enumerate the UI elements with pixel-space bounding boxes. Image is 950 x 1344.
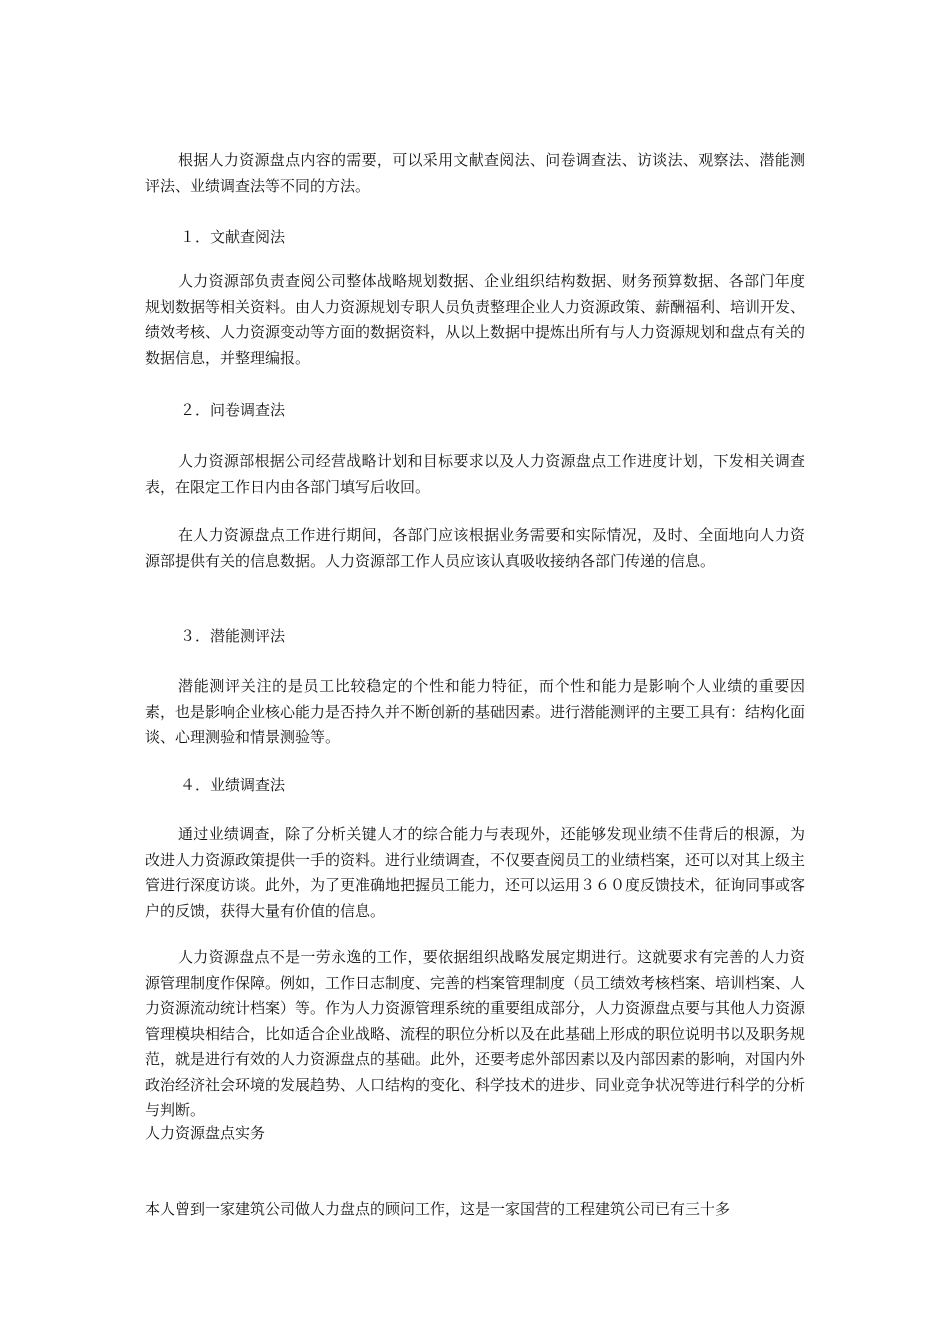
section-heading-performance: ４．业绩调查法	[180, 776, 286, 794]
section-heading-potential: ３．潜能测评法	[180, 627, 286, 645]
practice-title: 人力资源盘点实务	[145, 1124, 266, 1142]
section-heading-survey: ２．问卷调查法	[180, 401, 286, 419]
practice-first-paragraph: 本人曾到一家建筑公司做人力盘点的顾问工作，这是一家国营的工程建筑公司已有三十多	[145, 1200, 731, 1218]
paragraph-conclusion: 人力资源盘点不是一劳永逸的工作，要依据组织战略发展定期进行。这就要求有完善的人力资源管理制度作保障。例如，工作日志制度、完善的档案管理制度（员工绩效考核档案、培训档案、人力资源流动统计档案）等。作为人力资源管理系统的重要组成部分，人力资源盘点要与其他人力资源管理模块相结合，比如适合企业战略、流程的职位分析以及在此基础上形成的职位说明书以及职务规范，就是进行有效的人力资源盘点的基础。此外，还要考虑外部因素以及内部因素的影响，对国内外政治经济社会环境的发展趋势、人口结构的变化、科学技术的进步、同业竞争状况等进行科学的分析与判断。	[145, 948, 806, 1119]
paragraph-potential: 潜能测评关注的是员工比较稳定的个性和能力特征，而个性和能力是影响个人业绩的重要因素，也是影响企业核心能力是否持久并不断创新的基础因素。进行潜能测评的主要工具有：结构化面谈、心理测验和情景测验等。	[145, 677, 806, 746]
section-heading-doc-review: １．文献查阅法	[180, 228, 286, 246]
paragraph-performance: 通过业绩调查，除了分析关键人才的综合能力与表现外，还能够发现业绩不佳背后的根源，为改进人力资源政策提供一手的资料。进行业绩调查，不仅要查阅员工的业绩档案，还可以对其上级主管进行深度访谈。此外，为了更准确地把握员工能力，还可以运用３６０度反馈技术，征询同事或客户的反馈，获得大量有价值的信息。	[145, 825, 806, 920]
paragraph-doc-review: 人力资源部负责查阅公司整体战略规划数据、企业组织结构数据、财务预算数据、各部门年度规划数据等相关资料。由人力资源规划专职人员负责整理企业人力资源政策、薪酬福利、培训开发、绩效考核、人力资源变动等方面的数据资料，从以上数据中提炼出所有与人力资源规划和盘点有关的数据信息，并整理编报。	[145, 272, 806, 367]
intro-paragraph: 根据人力资源盘点内容的需要，可以采用文献查阅法、问卷调查法、访谈法、观察法、潜能测评法、业绩调查法等不同的方法。	[145, 151, 805, 195]
paragraph-survey-2: 在人力资源盘点工作进行期间，各部门应该根据业务需要和实际情况，及时、全面地向人力资源部提供有关的信息数据。人力资源部工作人员应该认真吸收接纳各部门传递的信息。	[145, 526, 805, 570]
paragraph-survey-1: 人力资源部根据公司经营战略计划和目标要求以及人力资源盘点工作进度计划，下发相关调查表，在限定工作日内由各部门填写后收回。	[145, 452, 805, 496]
